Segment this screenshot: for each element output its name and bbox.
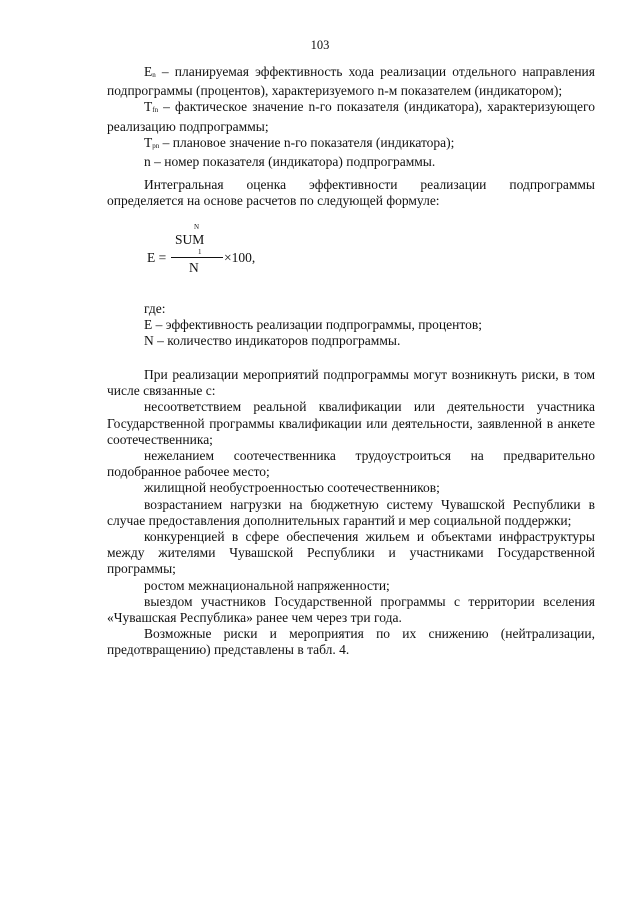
- risk-item: ростом межнациональной напряженности;: [144, 577, 390, 593]
- formula-denominator: N: [189, 260, 199, 275]
- risk-item: конкуренцией в сфере обеспечения жильем и объектами инфраструктуры между жителями Чувашской Республики и участниками Государственной программы;: [107, 529, 595, 577]
- risk-item: нежеланием соотечественника трудоустроиться на предварительно подобранное рабочее место;: [107, 448, 595, 480]
- definitions-block-1: [107, 64, 595, 170]
- formula-sum-lower-limit: 1: [198, 248, 202, 256]
- formula-lhs: E =: [147, 250, 167, 265]
- risks-block: [107, 367, 595, 659]
- risk-item: несоответствием реальной квалификации или деятельности участника Государственной программы квалификации или деятельности, заявленной в анкете соотечественника;: [107, 399, 595, 447]
- definition-tpn: $T_{pn}$ – плановое значение n-го показателя (индикатора);: [144, 134, 455, 150]
- where-label: где:: [144, 301, 166, 316]
- formula-sum-upper-limit: N: [194, 223, 200, 231]
- definitions-block-2: [107, 301, 595, 350]
- definition-tfn: $T_{fn}$ – фактическое значение n-го показателя (индикатора), характеризующего реализацию подпрограммы;: [107, 99, 595, 134]
- risk-item: возрастанием нагрузки на бюджетную систему Чувашской Республики в случае предоставления дополнительных гарантий и мер социальной поддержки;: [107, 496, 595, 528]
- risk-item: жилищной необустроенностью соотечественников;: [144, 480, 440, 496]
- definition-n: n – номер показателя (индикатора) подпрограммы.: [144, 154, 436, 170]
- definition-en: $E_n$ – планируемая эффективность хода реализации отдельного направления подпрограммы (процентов), характеризуемого n-м показателем (индикатором);: [107, 64, 595, 99]
- definition-e: E – эффективность реализации подпрограммы, процентов;: [144, 317, 482, 333]
- risks-intro: При реализации мероприятий подпрограммы могут возникнуть риски, в том числе связанные с:: [107, 367, 595, 399]
- formula-fraction-bar: [171, 257, 223, 258]
- integral-intro: [107, 177, 595, 209]
- intro-paragraph: Интегральная оценка эффективности реализации подпрограммы определяется на основе расчетов по следующей формуле:: [107, 177, 595, 209]
- formula-sum: SUM: [175, 232, 205, 247]
- formula-rhs: ×100,: [224, 250, 256, 265]
- page-number: 103: [310, 38, 330, 52]
- conclusion: Возможные риски и мероприятия по их снижению (нейтрализации, предотвращению) представлены в табл. 4.: [107, 626, 595, 658]
- risk-item: выездом участников Государственной программы с территории вселения «Чувашская Республика» ранее чем через три года.: [107, 593, 595, 626]
- definition-big-n: N – количество индикаторов подпрограммы.: [144, 333, 401, 349]
- formula: [147, 220, 277, 280]
